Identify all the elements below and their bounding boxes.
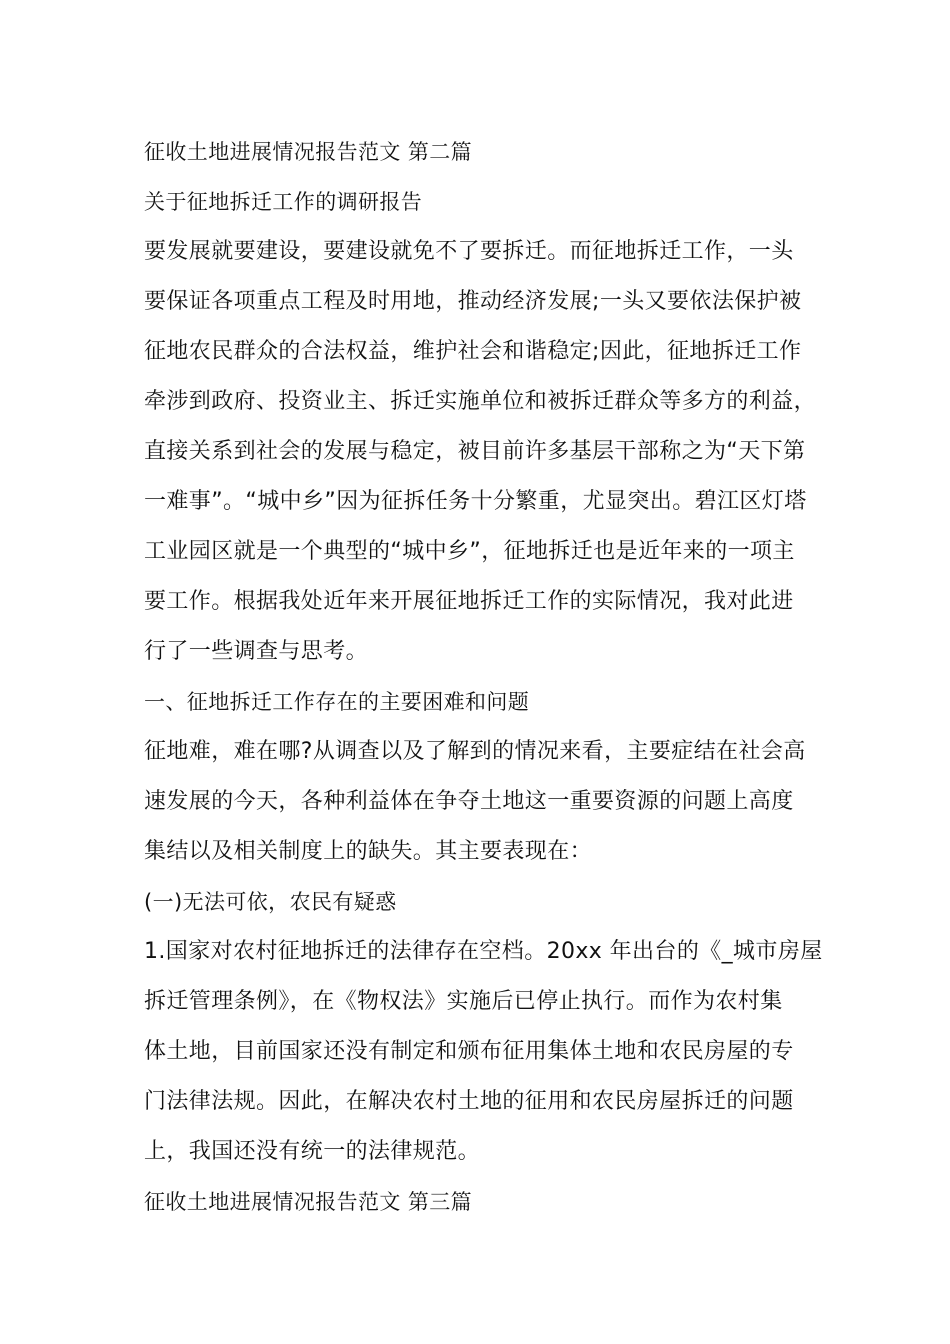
- section-title-3: 征收土地进展情况报告范文 第三篇: [144, 1190, 473, 1214]
- body-line: 要工作。根据我处近年来开展征地拆迁工作的实际情况，我对此进: [144, 589, 794, 614]
- body-line: 征地难，难在哪?从调查以及了解到的情况来看，主要症结在社会高: [144, 739, 806, 764]
- body-line: 要保证各项重点工程及时用地，推动经济发展;一头又要依法保护被: [144, 289, 802, 314]
- body-line: 牵涉到政府、投资业主、拆迁实施单位和被拆迁群众等多方的利益，: [144, 389, 817, 414]
- body-line: 速发展的今天，各种利益体在争夺土地这一重要资源的问题上高度: [144, 789, 794, 814]
- body-line: 拆迁管理条例》，在《物权法》实施后已停止执行。而作为农村集: [144, 989, 783, 1014]
- report-title: 关于征地拆迁工作的调研报告: [144, 190, 423, 214]
- body-line: 工业园区就是一个典型的“城中乡”，征地拆迁也是近年来的一项主: [144, 539, 795, 564]
- document-page: [144, 127, 834, 1227]
- body-line: 上，我国还没有统一的法律规范。: [144, 1139, 481, 1164]
- subsection-heading-1: (一)无法可依，农民有疑惑: [144, 890, 397, 914]
- section-heading-1: 一、征地拆迁工作存在的主要困难和问题: [144, 690, 530, 714]
- body-line: 直接关系到社会的发展与稳定，被目前许多基层干部称之为“天下第: [144, 439, 806, 464]
- body-line: 体土地，目前国家还没有制定和颁布征用集体土地和农民房屋的专: [144, 1039, 794, 1064]
- body-line: 1.国家对农村征地拆迁的法律存在空档。20xx 年出台的《_城市房屋: [144, 939, 823, 964]
- body-line: 门法律法规。因此，在解决农村土地的征用和农民房屋拆迁的问题: [144, 1089, 794, 1114]
- section-title-2: 征收土地进展情况报告范文 第二篇: [144, 140, 473, 164]
- body-line: 要发展就要建设，要建设就免不了要拆迁。而征地拆迁工作，一头: [144, 239, 794, 264]
- body-line: 一难事”。“城中乡”因为征拆任务十分繁重，尤显突出。碧江区灯塔: [144, 489, 807, 514]
- body-line: 行了一些调查与思考。: [144, 639, 369, 664]
- body-line: 集结以及相关制度上的缺失。其主要表现在：: [144, 839, 593, 864]
- body-line: 征地农民群众的合法权益，维护社会和谐稳定;因此，征地拆迁工作: [144, 339, 802, 364]
